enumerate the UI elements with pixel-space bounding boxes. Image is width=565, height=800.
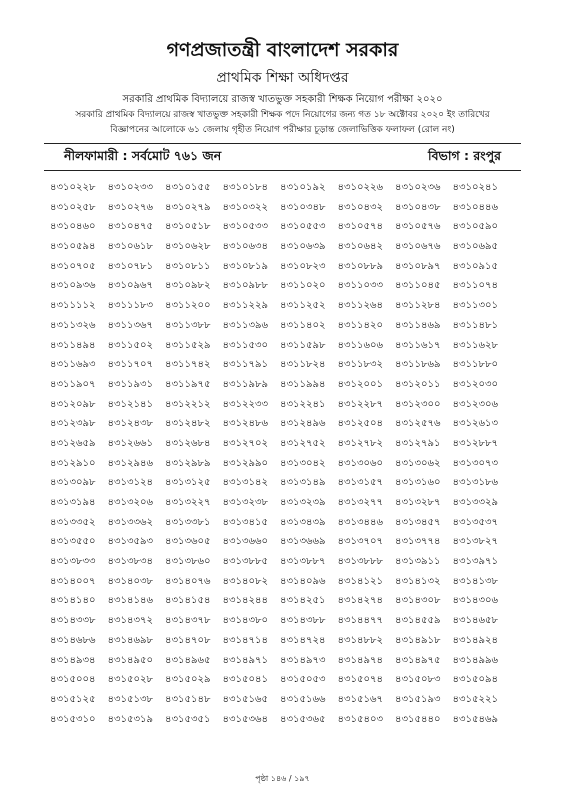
roll-number: ৪৩১৪৩০৬	[452, 595, 498, 607]
roll-number: ৪৩১৩৮৬০	[165, 556, 211, 568]
roll-number: ৪৩১৪৬৯৮	[107, 634, 153, 646]
roll-number: ৪৩১৩২৮৭	[395, 497, 441, 508]
roll-number: ৪৩১৪৩৮০	[222, 615, 268, 627]
roll-number: ৪৩১১৯৩১	[107, 378, 153, 390]
roll-number: ৪৩১১৩৮৮	[165, 319, 211, 331]
roll-number: ৪৩১১৮৩২	[337, 359, 383, 371]
roll-number: ৪৩১৩০৭৩	[452, 457, 498, 469]
roll-number: ৪৩১২২৩৩	[222, 398, 268, 410]
roll-number: ৪৩১০৮৯৭	[395, 260, 441, 272]
roll-number: ৪৩১১৬১৭	[395, 339, 441, 351]
page-number: পৃষ্ঠা ১৪৬ / ১৯৭	[255, 774, 310, 783]
roll-number: ৪৩১০৫৯৪	[50, 241, 96, 253]
roll-number: ৪৩১০২৭৬	[107, 201, 153, 213]
roll-number: ৪৩১৪৬৫৮	[452, 615, 498, 627]
roll-number: ৪৩১৩২৩৮	[222, 497, 268, 508]
roll-number: ৪৩১০৭০৫	[50, 260, 96, 272]
roll-number: ৪৩১১২০০	[165, 300, 211, 312]
roll-number: ৪৩১১৪২০	[337, 319, 383, 331]
roll-number: ৪৩১৩৮৮৮	[337, 556, 383, 568]
roll-number: ৪৩১২৯৯০	[222, 457, 268, 469]
roll-number: ৪৩১৪০৯৬	[280, 575, 326, 587]
roll-number: ৪৩১৩৬৬০	[222, 536, 268, 548]
roll-number: ৪৩১৪৯৭১	[222, 654, 268, 666]
roll-number: ৪৩১২২৮৭	[337, 398, 383, 410]
roll-number: ৪৩১৪৯৭৫	[395, 654, 441, 666]
roll-number: ৪৩১১৩৯৬	[222, 319, 268, 331]
roll-number: ৪৩১০৫৫৩	[280, 221, 326, 233]
roll-number: ৪৩১৪৫৫৯	[395, 615, 441, 627]
roll-number: ৪৩১১৭০৭	[107, 359, 153, 371]
roll-number: ৪৩১২৫৭৬	[395, 418, 441, 430]
roll-number: ৪৩১৩০৯৮	[50, 477, 96, 489]
roll-number: ৪৩১২৮৮৭	[452, 437, 498, 449]
roll-number: ৪৩১২৬৬১	[107, 437, 153, 449]
roll-number: ৪৩১০২৩৬	[395, 182, 441, 193]
roll-number: ৪৩১৫১৬৭	[337, 693, 383, 705]
roll-number: ৪৩১৩২০৬	[107, 497, 153, 508]
roll-number: ৪৩১০৬৯৫	[452, 241, 498, 253]
notice-line-1: সরকারি প্রাথমিক বিদ্যালয়ে রাজস্ব খাতভুক্ত সহকারী শিক্ষক পদে নিয়োগের জন্য গত ১৮ অক্টোবর ২০২০ ইং তারিখের	[75, 110, 490, 120]
roll-number: ৪৩১০৯৩৬	[50, 280, 96, 292]
roll-number: ৪৩১৫৩৫১	[165, 713, 211, 725]
roll-number: ৪৩১১৮৬৯	[395, 359, 441, 371]
roll-number: ৪৩১১৪৯৪	[50, 339, 96, 351]
roll-number: ৪৩১৪৭২৪	[280, 634, 326, 646]
roll-number: ৪৩১০৬১৮	[107, 241, 153, 253]
roll-number: ৪৩১৩০৬২	[395, 457, 441, 469]
roll-number-grid	[50, 178, 520, 729]
roll-number: ৪৩১০৩২২	[222, 201, 268, 213]
roll-number: ৪৩১২৬৮৪	[165, 437, 211, 449]
roll-number: ৪৩১৪৪৭৭	[337, 615, 383, 627]
roll-number: ৪৩১০৯৬৭	[107, 280, 153, 292]
roll-number: ৪৩১১৬৯৩	[50, 359, 96, 371]
district-total: নীলফামারী : সর্বমোট ৭৬১ জন	[64, 148, 222, 163]
roll-number: ৪৩১৪৯২৪	[452, 634, 498, 646]
roll-number: ৪৩১৩০৬০	[337, 457, 383, 469]
roll-number: ৪৩১০৩৪৮	[280, 201, 326, 213]
roll-number: ৪৩১১১১২	[50, 300, 96, 312]
roll-number: ৪৩১১১৮৩	[107, 300, 153, 312]
roll-number: ৪৩১১৮২৪	[280, 359, 326, 371]
roll-number: ৪৩১১৩২৬	[50, 319, 96, 331]
roll-number: ৪৩১০১৮৪	[222, 182, 268, 193]
roll-number: ৪৩১৪৬৮৬	[50, 634, 96, 646]
roll-number: ৪৩১২০৩০	[452, 378, 498, 390]
roll-number: ৪৩১২২১২	[165, 398, 211, 410]
government-title: গণপ্রজাতন্ত্রী বাংলাদেশ সরকার	[166, 39, 399, 61]
roll-number: ৪৩১২১৪১	[107, 398, 153, 410]
roll-number: ৪৩১৫১২৫	[50, 693, 96, 705]
roll-number: ৪৩১৫১৬৫	[222, 693, 268, 705]
roll-number: ৪৩১৫০৮৩	[395, 674, 441, 686]
roll-number: ৪৩১৫৪৬৯	[452, 713, 498, 725]
roll-number: ৪৩১২০৯৮	[50, 398, 96, 410]
roll-number: ৪৩১৩৮৮৫	[222, 556, 268, 568]
roll-number: ৪৩১৪৩৭২	[107, 615, 153, 627]
roll-number: ৪৩১০৭৮১	[107, 260, 153, 272]
notice-line-2: বিজ্ঞাপনের আলোকে ৬১ জেলায় গৃহীত নিয়োগ পরীক্ষার চূড়ান্ত জেলাভিত্তিক ফলাফল (রোল নং)	[110, 125, 455, 135]
roll-number: ৪৩১২৭০২	[222, 437, 268, 449]
roll-number: ৪৩১৩৪১৫	[222, 516, 268, 528]
roll-number: ৪৩১৫০৯৪	[452, 674, 498, 686]
roll-number: ৪৩১৫১৩৮	[107, 693, 153, 705]
roll-number: ৪৩১০২২৮	[50, 182, 96, 193]
roll-number: ৪৩১১৯০৭	[50, 378, 96, 390]
roll-number: ৪৩১১৮৮০	[452, 359, 498, 371]
roll-number: ৪৩১২০০১	[337, 378, 383, 390]
roll-number: ৪৩১২৫০৪	[337, 418, 383, 430]
roll-number: ৪৩১৩৯৭১	[452, 556, 498, 568]
roll-number: ৪৩১৩৪৫৭	[395, 516, 441, 528]
roll-number: ৪৩১১৯৮৯	[222, 378, 268, 390]
roll-number: ৪৩১০৬৭৬	[395, 241, 441, 253]
roll-number: ৪৩১০৯৮৮	[222, 280, 268, 292]
roll-number: ৪৩১০৮৮৯	[337, 260, 383, 272]
roll-number: ৪৩১২৭৮২	[337, 437, 383, 449]
roll-number: ৪৩১০২৭৯	[165, 201, 211, 213]
roll-number: ৪৩১১২৮৪	[395, 300, 441, 312]
roll-number: ৪৩১৪১৪৬	[107, 595, 153, 607]
roll-number: ৪৩১৫০৭৪	[337, 674, 383, 686]
roll-number: ৪৩১৩৪৪৬	[337, 516, 383, 528]
roll-number: ৪৩১৪১৪০	[50, 595, 96, 607]
roll-number: ৪৩১২৪৯৬	[280, 418, 326, 430]
roll-number: ৪৩১৪৯৭৪	[337, 654, 383, 666]
roll-number: ৪৩১০৮১১	[165, 260, 211, 272]
roll-number: ৪৩১০৫৯০	[452, 221, 498, 233]
roll-number: ৪৩১০৪৩২	[337, 201, 383, 213]
roll-number: ৪৩১৫১৬৬	[280, 693, 326, 705]
roll-number: ৪৩১৫৩৬৫	[280, 713, 326, 725]
roll-number: ৪৩১০৬২৮	[165, 241, 211, 253]
roll-number: ৪৩১১৩০১	[452, 300, 498, 312]
roll-number: ৪৩১৩১৬০	[395, 477, 441, 489]
roll-number: ৪৩১১৭৪২	[165, 359, 211, 371]
roll-number: ৪৩১১২২৯	[222, 300, 268, 312]
roll-number: ৪৩১০২৫৮	[50, 201, 96, 213]
roll-number: ৪৩১৪০৭৬	[165, 575, 211, 587]
roll-number: ৪৩১১৫০২	[107, 339, 153, 351]
roll-number: ৪৩১৩২৭৭	[337, 497, 383, 508]
roll-number: ৪৩১২৯১০	[50, 457, 96, 469]
roll-number: ৪৩১০২৩৩	[107, 182, 153, 193]
roll-number: ৪৩১৫২২১	[452, 693, 498, 705]
roll-number: ৪৩১৪২৪৪	[222, 595, 268, 607]
roll-number: ৪৩১৪৯৫০	[107, 654, 153, 666]
roll-number: ৪৩১৩৩৮১	[165, 516, 211, 528]
roll-number: ৪৩১০৬৩৯	[280, 241, 326, 253]
roll-number: ৪৩১১০২০	[280, 280, 326, 292]
roll-number: ৪৩১৫০২৮	[107, 674, 153, 686]
roll-number: ৪৩১২৪৮২	[165, 418, 211, 430]
roll-number: ৪৩১২৬১৩	[452, 418, 498, 430]
roll-number: ৪৩১২৭৫২	[280, 437, 326, 449]
roll-number: ৪৩১২২৪১	[280, 398, 326, 410]
roll-number: ৪৩১৫৪০৩	[337, 713, 383, 725]
roll-number: ৪৩১১৪০২	[280, 319, 326, 331]
roll-number: ৪৩১১৯৭৫	[165, 378, 211, 390]
roll-number: ৪৩১২৩৯৮	[50, 418, 96, 430]
roll-number: ৪৩১০৫৩৩	[222, 221, 268, 233]
roll-number: ৪৩১০১৯২	[280, 182, 326, 193]
roll-number: ৪৩১২৪৮৬	[222, 418, 268, 430]
roll-number: ৪৩১০১৫৫	[165, 182, 211, 193]
roll-number: ৪৩১৪০০৭	[50, 575, 96, 587]
roll-number: ৪৩১১৯৯৪	[280, 378, 326, 390]
roll-number: ৪৩১৪৯৭৩	[280, 654, 326, 666]
roll-number: ৪৩১০৫১৮	[165, 221, 211, 233]
roll-number: ৪৩১৪৯৩৪	[50, 654, 96, 666]
roll-number: ৪৩১৫৩১০	[50, 713, 96, 725]
bottom-divider	[44, 170, 521, 171]
roll-number: ৪৩১১২৫২	[280, 300, 326, 312]
division-label: বিভাগ : রংপুর	[428, 148, 501, 163]
roll-number: ৪৩১২৪৩৮	[107, 418, 153, 430]
roll-number: ৪৩১৪৩৭৮	[165, 615, 211, 627]
roll-number: ৪৩১৩১৯৪	[50, 497, 96, 508]
roll-number: ৪৩১৩১৪২	[222, 477, 268, 489]
roll-number: ৪৩১১৫২৯	[165, 339, 211, 351]
roll-number: ৪৩১১৭৯১	[222, 359, 268, 371]
roll-number: ৪৩১৩৭৭৪	[395, 536, 441, 548]
roll-number: ৪৩১৪১৫৪	[165, 595, 211, 607]
roll-number: ৪৩১৩৯১১	[395, 556, 441, 568]
roll-number: ৪৩১৫৪৪০	[395, 713, 441, 725]
roll-number: ৪৩১৩৮৮৭	[280, 556, 326, 568]
roll-number: ৪৩১০৪৭৫	[107, 221, 153, 233]
roll-number: ৪৩১৪১৩২	[395, 575, 441, 587]
roll-number: ৪৩১৩৬০৫	[165, 536, 211, 548]
department-title: প্রাথমিক শিক্ষা অধিদপ্তর	[216, 70, 349, 86]
roll-number: ৪৩১০৬৪২	[337, 241, 383, 253]
roll-number: ৪৩১৫০০৪	[50, 674, 96, 686]
roll-number: ৪৩১৪১২১	[337, 575, 383, 587]
roll-number: ৪৩১১০৪৫	[395, 280, 441, 292]
roll-number: ৪৩১০৮২৩	[280, 260, 326, 272]
roll-number: ৪৩১৩৮৩৩	[50, 556, 96, 568]
roll-number: ৪৩১৪২৫১	[280, 595, 326, 607]
roll-number: ৪৩১৩১২৫	[165, 477, 211, 489]
roll-number: ৪৩১০৬৩৪	[222, 241, 268, 253]
roll-number: ৪৩১৪০৮২	[222, 575, 268, 587]
exam-title: সরকারি প্রাথমিক বিদ্যালয়ে রাজস্ব খাতভুক্ত সহকারী শিক্ষক নিয়োগ পরীক্ষা ২০২০	[122, 94, 443, 105]
roll-number: ৪৩১৩৫৫০	[50, 536, 96, 548]
roll-number: ৪৩১০২৪১	[452, 182, 498, 193]
roll-number: ৪৩১৪০৩৮	[107, 575, 153, 587]
roll-number: ৪৩১৪৭১৪	[222, 634, 268, 646]
roll-number: ৪৩১২৩০০	[395, 398, 441, 410]
roll-number: ৪৩১৩৭০৭	[337, 536, 383, 548]
roll-number: ৪৩১৪৯৯৬	[452, 654, 498, 666]
roll-number: ৪৩১২৩০৬	[452, 398, 498, 410]
roll-number: ৪৩১৩৬৬৯	[280, 536, 326, 548]
roll-number: ৪৩১১৩৬৭	[107, 319, 153, 331]
roll-number: ৪৩১১৫৯৮	[280, 339, 326, 351]
roll-number: ৪৩১৫১৯৩	[395, 693, 441, 705]
roll-number: ৪৩১০৯৮২	[165, 280, 211, 292]
roll-number: ৪৩১৪৭০৮	[165, 634, 211, 646]
roll-number: ৪৩১১০৭৪	[452, 280, 498, 292]
roll-number: ৪৩১৩১২৪	[107, 477, 153, 489]
roll-number: ৪৩১৩১৮৬	[452, 477, 498, 489]
roll-number: ৪৩১১৬০৬	[337, 339, 383, 351]
roll-number: ৪৩১৫১৪৮	[165, 693, 211, 705]
roll-number: ৪৩১৪১৩৮	[452, 575, 498, 587]
roll-number: ৪৩১৫০৪১	[222, 674, 268, 686]
notice-text	[50, 108, 515, 138]
roll-number: ৪৩১৫০২৯	[165, 674, 211, 686]
roll-number: ৪৩১৫০৫৩	[280, 674, 326, 686]
roll-number: ৪৩১১৪৮১	[452, 319, 498, 331]
roll-number: ৪৩১৪৯৬৫	[165, 654, 211, 666]
roll-number: ৪৩১১৫৩০	[222, 339, 268, 351]
roll-number: ৪৩১৩১৫৭	[337, 477, 383, 489]
roll-number: ৪৩১৪৮৮২	[337, 634, 383, 646]
roll-number: ৪৩১০৪৬০	[50, 221, 96, 233]
roll-number: ৪৩১৪৯১৮	[395, 634, 441, 646]
roll-number: ৪৩১৩০৪২	[280, 457, 326, 469]
roll-number: ৪৩১৩৮২৭	[452, 536, 498, 548]
roll-number: ৪৩১৩৩৫২	[50, 516, 96, 528]
roll-number: ৪৩১১৪৬৯	[395, 319, 441, 331]
roll-number: ৪৩১৪৩৮৮	[280, 615, 326, 627]
roll-number: ৪৩১০৮১৯	[222, 260, 268, 272]
roll-number: ৪৩১৩৩৬২	[107, 516, 153, 528]
roll-number: ৪৩১৫৩১৯	[107, 713, 153, 725]
roll-number: ৪৩১২৭৯১	[395, 437, 441, 449]
roll-number: ৪৩১২৬৫৯	[50, 437, 96, 449]
roll-number: ৪৩১২০১১	[395, 378, 441, 390]
roll-number: ৪৩১০৯১৫	[452, 260, 498, 272]
roll-number: ৪৩১৩৫৩৭	[452, 516, 498, 528]
roll-number: ৪৩১১০৩৩	[337, 280, 383, 292]
roll-number: ৪৩১১২৬৪	[337, 300, 383, 312]
roll-number: ৪৩১৪২৭৪	[337, 595, 383, 607]
roll-number: ৪৩১৫৩৬৪	[222, 713, 268, 725]
roll-number: ৪৩১৩৫৯৩	[107, 536, 153, 548]
roll-number: ৪৩১৩২৩৯	[280, 497, 326, 508]
roll-number: ৪৩১৩২২৭	[165, 497, 211, 508]
roll-number: ৪৩১৩১৪৯	[280, 477, 326, 489]
roll-number: ৪৩১২৯৮৯	[165, 457, 211, 469]
roll-number: ৪৩১১৬২৮	[452, 339, 498, 351]
roll-number: ৪৩১০২২৬	[337, 182, 383, 193]
roll-number: ৪৩১৩৮৩৪	[107, 556, 153, 568]
roll-number: ৪৩১০৪৪৬	[452, 201, 498, 213]
roll-number: ৪৩১০৪৩৮	[395, 201, 441, 213]
roll-number: ৪৩১৩৩২৯	[452, 497, 498, 508]
roll-number: ৪৩১৪৩০৮	[395, 595, 441, 607]
roll-number: ৪৩১০৫৭৬	[395, 221, 441, 233]
roll-number: ৪৩১০৫৭৪	[337, 221, 383, 233]
top-divider	[44, 143, 521, 144]
roll-number: ৪৩১৩৪৩৯	[280, 516, 326, 528]
roll-number: ৪৩১২৯৪৬	[107, 457, 153, 469]
roll-number: ৪৩১৪৩৩৮	[50, 615, 96, 627]
